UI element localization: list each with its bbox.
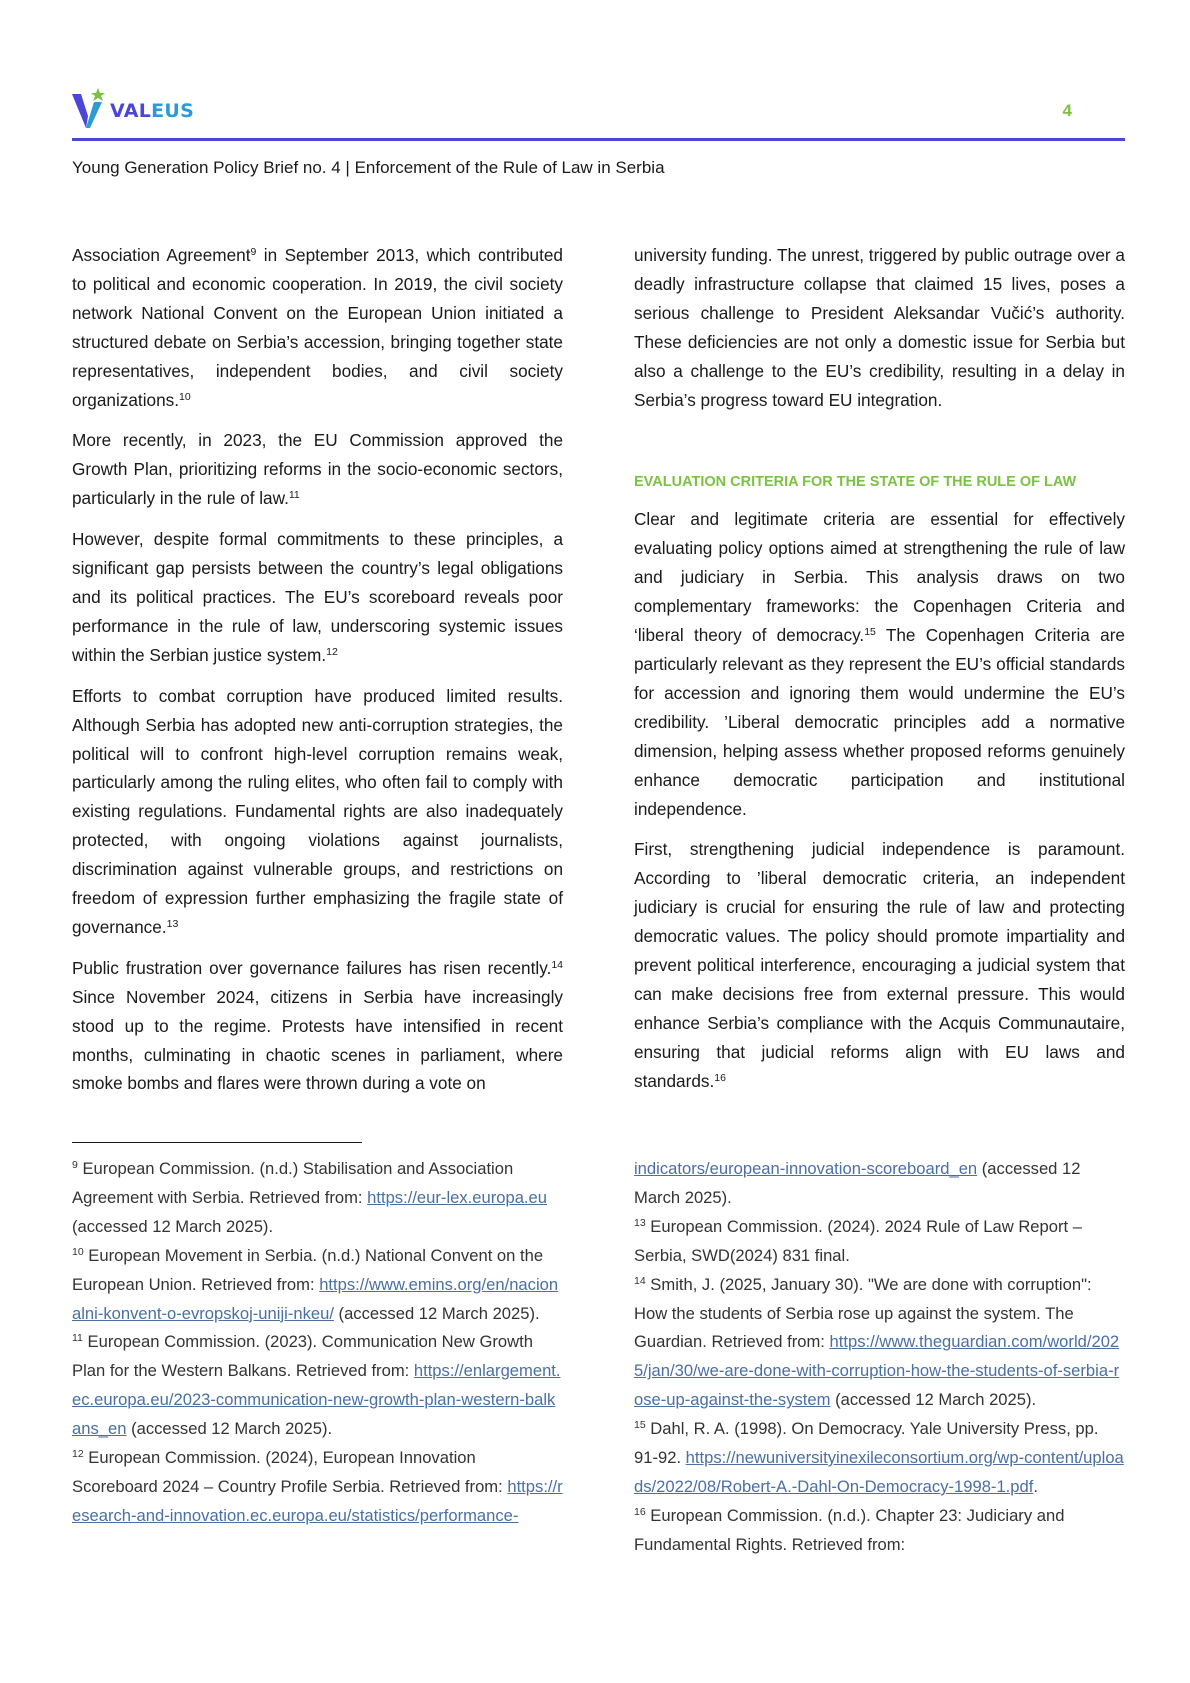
footnote: $^{16}$ European Commission. (n.d.). Chapter 23: Judiciary and Fundamental Rights. Retrieved from:: [634, 1505, 1065, 1554]
footnote-continued: indicators/european-innovation-scoreboard_en (accessed 12 March 2025).: [634, 1159, 1081, 1207]
valeus-v-star-icon: [72, 86, 108, 130]
footnote: $^{12}$ European Commission. (2024), European Innovation Scoreboard 2024 – Country Profile Serbia. Retrieved from: https://research-and-innovation.ec.europa.eu/statistics/performance-: [72, 1448, 563, 1525]
paragraph: However, despite formal commitments to these principles, a significant gap persists between the country’s legal obligations and its political practices. The EU’s scoreboard reveals poor performance in the rule of law, underscoring systemic issues within the Serbian justice system.$^{12}$: [72, 529, 563, 665]
header-divider: [72, 138, 1125, 141]
paragraph: More recently, in 2023, the EU Commission approved the Growth Plan, prioritizing reforms in the socio-economic sectors, particularly in the rule of law.$^{11}$: [72, 430, 563, 509]
left-column: [72, 241, 563, 1110]
footnote-ref[interactable]: 9: [250, 246, 257, 258]
footnote: $^{14}$ Smith, J. (2025, January 30). "We are done with corruption": How the students of Serbia rose up against the system. The Guardian. Retrieved from: https://www.theguardian.com/world/2025/jan/30/we-are-done-with-corruption-how-the-students-of-serbia-rose-up-against-the-system (accessed 12 March 2025).: [634, 1274, 1120, 1410]
document-subtitle: Young Generation Policy Brief no. 4 | Enforcement of the Rule of Law in Serbia: [72, 158, 665, 177]
page-number: 4: [1062, 101, 1072, 120]
footnote: $^{11}$ European Commission. (2023). Communication New Growth Plan for the Western Balkans. Retrieved from: https://enlargement.ec.europa.eu/2023-communication-new-growth-plan-western-balkans_en (accessed 12 March 2025).: [72, 1332, 561, 1439]
right-column: [634, 241, 1125, 1108]
paragraph: Public frustration over governance failures has risen recently.$^{14}$ Since November 2024, citizens in Serbia have increasingly stood up to the regime. Protests have intensified in recent months, culminating in chaotic scenes in parliament, where smoke bombs and flares were thrown during a vote on: [72, 957, 563, 1094]
section-heading: EVALUATION CRITERIA FOR THE STATE OF THE RULE OF LAW: [634, 474, 1077, 491]
paragraph: First, strengthening judicial independence is paramount. According to ’liberal democratic criteria, an independent judiciary is crucial for ensuring the rule of law and protecting democratic values. The policy should promote impartiality and prevent political interference, encouraging a judicial system that can make decisions free from external pressure. This would enhance Serbia’s compliance with the Acquis Communautaire, ensuring that judicial reforms align with EU laws and standards.$^{16}$: [634, 839, 1125, 1091]
logo-wordmark: VALEUS: [110, 100, 195, 122]
footnote: $^{10}$ European Movement in Serbia. (n.d.) National Convent on the European Union. Retrieved from: https://www.emins.org/en/nacionalni-konvent-o-evropskoj-uniji-nkeu/ (accessed 12 March 2025).: [72, 1245, 559, 1323]
footnote-ref[interactable]: 16: [714, 1071, 726, 1084]
footnote: $^{15}$ Dahl, R. A. (1998). On Democracy. Yale University Press, pp. 91-92. https://newuniversityinexileconsortium.org/wp-content/uploads/2022/08/Robert-A.-Dahl-On-Democracy-1998-1.pdf.: [634, 1419, 1124, 1496]
footnote-ref[interactable]: 11: [288, 489, 300, 502]
footnote: $^9$ European Commission. (n.d.) Stabilisation and Association Agreement with Serbia. Retrieved from: https://eur-lex.europa.eu (accessed 12 March 2025).: [72, 1159, 547, 1236]
footnote-ref[interactable]: 12: [326, 645, 338, 658]
valeus-logo: [72, 86, 194, 130]
paragraph: Clear and legitimate criteria are essential for effectively evaluating policy options aimed at strengthening the rule of law and judiciary in Serbia. This analysis draws on two complementary frameworks: the Copenhagen Criteria and ‘liberal theory of democracy.$^{15}$ The Copenhagen Criteria are particularly relevant as they represent the EU’s official standards for accession and ignoring them would undermine the EU’s credibility. ’Liberal democratic principles add a normative dimension, helping assess whether proposed reforms genuinely enhance democratic participation and institutional independence.: [634, 509, 1125, 819]
paragraph: Association Agreement$^9$ in September 2013, which contributed to political and economic cooperation. In 2019, the civil society network National Convent on the European Union initiated a structured debate on Serbia’s accession, bringing together state representatives, independent bodies, and civil society organizations.$^{10}$: [72, 245, 563, 410]
paragraph: university funding. The unrest, triggered by public outrage over a deadly infrastructure collapse that claimed 15 lives, poses a serious challenge to President Aleksandar Vučić’s authority. These deficiencies are not only a domestic issue for Serbia but also a challenge to the EU’s credibility, resulting in a delay in Serbia’s progress toward EU integration.: [634, 245, 1125, 410]
footnote-ref[interactable]: 14: [551, 958, 563, 971]
footnote-link[interactable]: https://research-and-innovation.ec.europa.eu/statistics/performance-: [72, 1476, 563, 1525]
footnote-link[interactable]: https://www.emins.org/en/nacionalni-konvent-o-evropskoj-uniji-nkeu/: [72, 1274, 559, 1323]
footnote-divider: [72, 1142, 362, 1143]
footnotes-left: [72, 1155, 563, 1531]
footnote-link[interactable]: https://enlargement.ec.europa.eu/2023-communication-new-growth-plan-western-balkans_en: [72, 1361, 561, 1439]
footnote-ref[interactable]: 15: [864, 626, 876, 639]
footnotes-right: [634, 1155, 1125, 1560]
footnote-ref[interactable]: 10: [179, 390, 191, 403]
footnote: $^{13}$ European Commission. (2024). 2024 Rule of Law Report – Serbia, SWD(2024) 831 final.: [634, 1216, 1082, 1265]
footnote-link[interactable]: https://eur-lex.europa.eu: [367, 1187, 547, 1207]
paragraph: Efforts to combat corruption have produced limited results. Although Serbia has adopted new anti-corruption strategies, the political will to confront high-level corruption remains weak, particularly among the ruling elites, who often fail to comply with existing regulations. Fundamental rights are also inadequately protected, with ongoing violations against journalists, discrimination against vulnerable groups, and restrictions on freedom of expression further emphasizing the fragile state of governance.$^{13}$: [72, 685, 563, 937]
footnote-link[interactable]: https://newuniversityinexileconsortium.org/wp-content/uploads/2022/08/Robert-A.-Dahl-On-Democracy-1998-1.pdf: [634, 1448, 1124, 1496]
footnote-link[interactable]: https://www.theguardian.com/world/2025/jan/30/we-are-done-with-corruption-how-the-students-of-serbia-rose-up-against-the-system: [634, 1332, 1120, 1410]
footnote-ref[interactable]: 13: [166, 917, 179, 930]
footnote-link[interactable]: indicators/european-innovation-scoreboard_en: [634, 1159, 978, 1178]
